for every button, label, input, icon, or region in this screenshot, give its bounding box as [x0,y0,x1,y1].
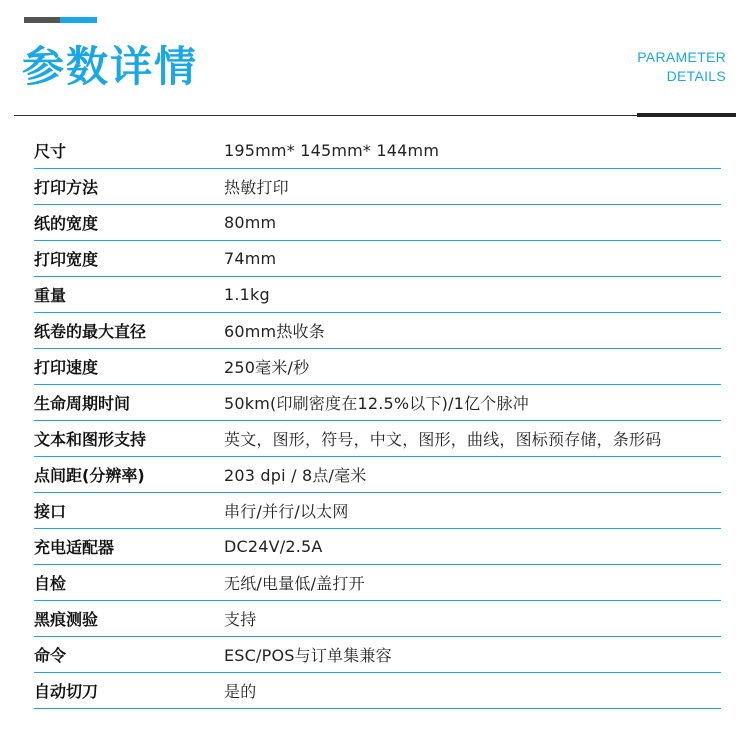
spec-value: DC24V/2.5A [224,537,323,556]
header-divider [14,115,736,116]
spec-value: 50km(印刷密度在12.5%以下)/1亿个脉冲 [224,394,529,413]
spec-value: 195mm* 145mm* 144mm [224,141,440,160]
spec-label: 自检 [34,574,67,593]
spec-label: 打印宽度 [34,250,99,269]
top-accent-bar-blue [60,17,97,23]
spec-label: 打印速度 [34,358,99,377]
spec-value: 203 dpi / 8点/毫米 [224,466,367,485]
spec-row [34,169,721,205]
header-divider-accent [637,113,736,117]
top-accent-bar-dark [24,17,60,23]
spec-value: 无纸/电量低/盖打开 [224,574,365,593]
spec-row [34,601,721,637]
spec-row [34,457,721,493]
spec-row [34,565,721,601]
spec-label: 自动切刀 [34,682,99,701]
spec-row [34,421,721,457]
spec-label: 纸卷的最大直径 [34,322,147,341]
spec-row [34,133,721,169]
spec-label: 点间距(分辨率) [34,466,145,485]
spec-row [34,277,721,313]
subtitle-line-2: DETAILS [666,68,726,84]
spec-row [34,313,721,349]
spec-value: 串行/并行/以太网 [224,502,349,521]
spec-value: 是的 [224,682,257,701]
spec-row [34,673,721,709]
spec-label: 打印方法 [34,178,99,197]
spec-value: 74mm [224,249,277,268]
spec-value: 热敏打印 [224,178,289,197]
spec-label: 重量 [34,286,67,305]
spec-label: 尺寸 [34,142,67,161]
page-title: 参数详情 [22,42,199,91]
spec-row [34,493,721,529]
spec-value: 80mm [224,213,277,232]
spec-row [34,637,721,673]
spec-row [34,349,721,385]
spec-value: 英文，图形，符号，中文，图形，曲线，图标预存储，条形码 [224,430,662,449]
spec-label: 生命周期时间 [34,394,131,413]
spec-label: 黑痕测验 [34,610,99,629]
spec-label: 命令 [34,646,67,665]
subtitle-line-1: PARAMETER [637,49,726,65]
page-subtitle [637,48,726,86]
spec-label: 文本和图形支持 [34,430,147,449]
spec-label: 纸的宽度 [34,214,99,233]
spec-row [34,385,721,421]
spec-row [34,529,721,565]
spec-value: 1.1kg [224,285,270,304]
spec-label: 接口 [34,502,67,521]
spec-row [34,205,721,241]
spec-value: ESC/POS与订单集兼容 [224,646,392,665]
spec-row [34,241,721,277]
spec-value: 支持 [224,610,257,629]
spec-label: 充电适配器 [34,538,115,557]
spec-table [34,133,721,709]
spec-value: 60mm热收条 [224,322,325,341]
spec-value: 250毫米/秒 [224,358,310,377]
